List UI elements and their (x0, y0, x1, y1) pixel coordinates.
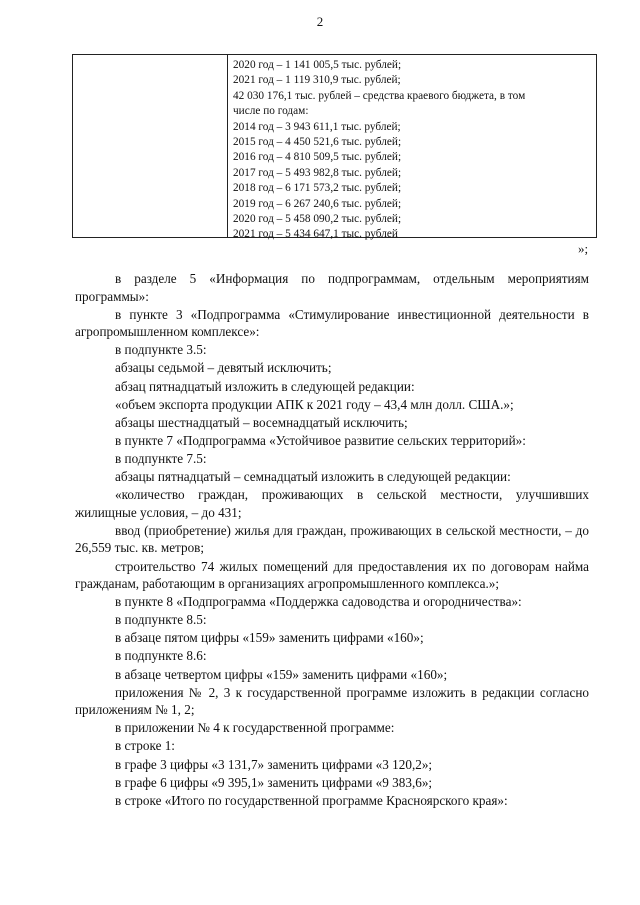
paragraph: в абзаце пятом цифры «159» заменить цифрами «160»; (115, 630, 424, 646)
paragraph: в графе 6 цифры «9 395,1» заменить цифрами «9 383,6»; (115, 774, 433, 790)
paragraph: в пункте 8 «Подпрограмма «Поддержка садоводства и огородничества»: (115, 594, 522, 610)
paragraph: в графе 3 цифры «3 131,7» заменить цифрами «3 120,2»; (115, 756, 433, 772)
funding-table (72, 54, 597, 241)
paragraph: в подпункте 7.5: (115, 450, 207, 466)
table-line: 2016 год – 4 810 509,5 тыс. рублей; (233, 151, 402, 164)
paragraph: «количество граждан, проживающих в сельской местности, улучшивших жилищные условия, – до 431; (75, 487, 589, 520)
table-line: 42 030 176,1 тыс. рублей – средства краевого бюджета, в том (233, 89, 526, 102)
paragraph: приложения № 2, 3 к государственной программе изложить в редакции согласно приложениям № 1, 2; (75, 684, 589, 718)
table-line: 2021 год – 5 434 647,1 тыс. рублей (233, 228, 398, 241)
paragraph: абзацы седьмой – девятый исключить; (115, 360, 332, 376)
table-right-cell (233, 58, 590, 243)
paragraph: в строке 1: (115, 738, 175, 754)
paragraph: в подпункте 3.5: (115, 342, 207, 358)
paragraph: абзацы пятнадцатый – семнадцатый изложить в следующей редакции: (115, 469, 511, 485)
paragraph: в строке «Итого по государственной программе Красноярского края»: (115, 792, 508, 808)
table-left-cell (73, 55, 228, 237)
document-body (75, 270, 589, 809)
paragraph: в разделе 5 «Информация по подпрограммам, отдельным мероприятиям программы»: (75, 271, 589, 304)
paragraph: абзац пятнадцатый изложить в следующей редакции: (115, 378, 415, 394)
paragraph: абзацы шестнадцатый – восемнадцатый исключить; (115, 414, 408, 430)
table-line: 2021 год – 1 119 310,9 тыс. рублей; (233, 74, 401, 87)
paragraph: в подпункте 8.5: (115, 612, 207, 628)
table-line: 2017 год – 5 493 982,8 тыс. рублей; (233, 166, 402, 179)
paragraph: в абзаце четвертом цифры «159» заменить цифрами «160»; (115, 666, 448, 682)
paragraph: «объем экспорта продукции АПК к 2021 году – 43,4 млн долл. США.»; (115, 396, 514, 412)
paragraph: в приложении № 4 к государственной программе: (115, 720, 395, 736)
page-number: 2 (316, 14, 324, 29)
table-line: 2015 год – 4 450 521,6 тыс. рублей; (233, 136, 402, 149)
paragraph: строительство 74 жилых помещений для предоставления их по договорам найма гражданам, работающим в организациях агропромышленного комплекса.»; (75, 558, 589, 592)
table-line: 2014 год – 3 943 611,1 тыс. рублей; (233, 120, 401, 133)
table-line: 2020 год – 1 141 005,5 тыс. рублей; (233, 59, 402, 71)
table-line: 2018 год – 6 171 573,2 тыс. рублей; (233, 182, 402, 195)
closing-quote-mark: »; (578, 241, 589, 256)
paragraph: в подпункте 8.6: (115, 648, 207, 664)
paragraph: в пункте 3 «Подпрограмма «Стимулирование инвестиционной деятельности в агропромышленном комплексе»: (75, 306, 589, 340)
table-line: числе по годам: (233, 105, 309, 118)
table-line: 2020 год – 5 458 090,2 тыс. рублей; (233, 213, 402, 226)
table-line: 2019 год – 6 267 240,6 тыс. рублей; (233, 197, 402, 210)
paragraph: ввод (приобретение) жилья для граждан, проживающих в сельской местности, – до 26,559 тыс. кв. метров; (75, 522, 589, 556)
paragraph: в пункте 7 «Подпрограмма «Устойчивое развитие сельских территорий»: (115, 432, 526, 448)
